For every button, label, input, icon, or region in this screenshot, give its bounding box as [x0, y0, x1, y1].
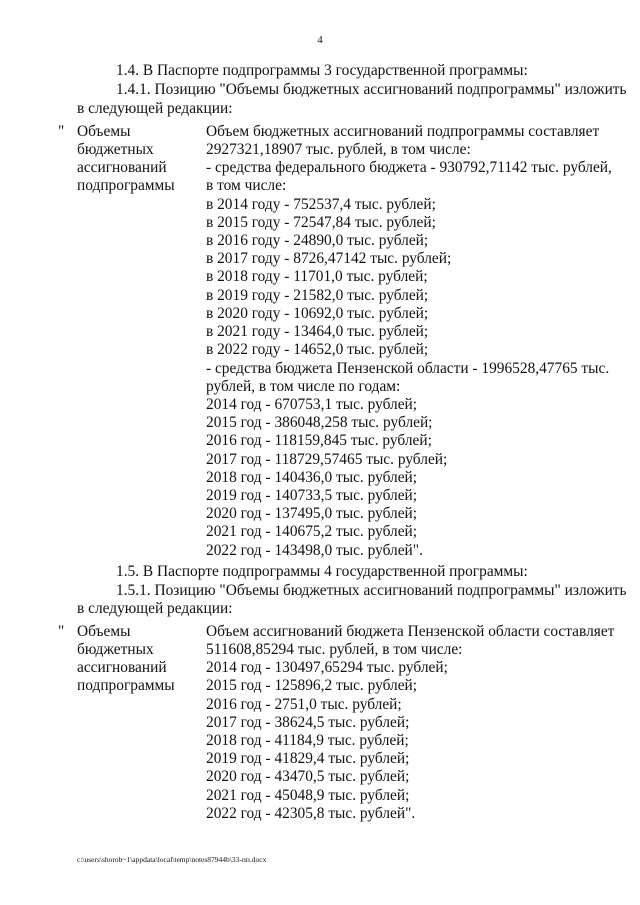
text-line: в 2020 году - 10692,0 тыс. рублей; [206, 305, 429, 322]
text-line: 2014 год - 130497,65294 тыс. рублей; [206, 659, 448, 676]
text-line: 2017 год - 118729,57465 тыс. рублей; [206, 451, 448, 468]
text-line: в 2016 году - 24890,0 тыс. рублей; [206, 232, 429, 249]
label-line: подпрограммы [77, 677, 175, 694]
text-line: 2022 год - 143498,0 тыс. рублей". [206, 542, 423, 559]
page-number: 4 [317, 34, 323, 46]
text-line: в том числе: [206, 177, 287, 194]
text-line: 2016 год - 2751,0 тыс. рублей; [206, 696, 402, 713]
text-line: 2015 год - 125896,2 тыс. рублей; [206, 677, 418, 694]
text-line: 2022 год - 42305,8 тыс. рублей". [206, 805, 416, 822]
label-line: ассигнований [77, 159, 167, 176]
label-line: Объемы [77, 623, 131, 640]
text-line: - средства федерального бюджета - 930792,71142 тыс. рублей, [206, 159, 612, 176]
text-line: в 2015 году - 72547,84 тыс. рублей; [206, 214, 436, 231]
label-line: ассигнований [77, 659, 167, 676]
text-line: 2018 год - 140436,0 тыс. рублей; [206, 469, 418, 486]
subheading-1-4-1: 1.4.1. Позицию "Объемы бюджетных ассигнований подпрограммы" изложить [116, 81, 627, 98]
text-line: в 2022 году - 14652,0 тыс. рублей; [206, 341, 429, 358]
text-line: 2927321,18907 тыс. рублей, в том числе: [206, 141, 471, 158]
text-line: 2017 год - 38624,5 тыс. рублей; [206, 714, 410, 731]
text-line: 2014 год - 670753,1 тыс. рублей; [206, 396, 418, 413]
subheading-1-4-1-cont: в следующей редакции: [77, 100, 233, 117]
text-line: 2018 год - 41184,9 тыс. рублей; [206, 732, 409, 749]
text-line: 2020 год - 137495,0 тыс. рублей; [206, 505, 418, 522]
text-line: 2021 год - 140675,2 тыс. рублей; [206, 523, 418, 540]
open-quote: " [58, 623, 65, 640]
label-line: бюджетных [77, 141, 154, 158]
text-line: 2021 год - 45048,9 тыс. рублей; [206, 787, 410, 804]
text-line: в 2018 году - 11701,0 тыс. рублей; [206, 268, 428, 285]
heading-1-4: 1.4. В Паспорте подпрограммы 3 государственной программы: [116, 62, 528, 79]
text-line: 2016 год - 118159,845 тыс. рублей; [206, 432, 432, 449]
text-line: в 2021 году - 13464,0 тыс. рублей; [206, 323, 429, 340]
heading-1-5: 1.5. В Паспорте подпрограммы 4 государственной программы: [116, 563, 528, 580]
text-line: 511608,85294 тыс. рублей, в том числе: [206, 641, 463, 658]
text-line: в 2019 году - 21582,0 тыс. рублей; [206, 287, 429, 304]
text-line: рублей, в том числе по годам: [206, 378, 401, 395]
open-quote: " [58, 123, 65, 140]
label-line: бюджетных [77, 641, 154, 658]
subheading-1-5-1: 1.5.1. Позицию "Объемы бюджетных ассигнований подпрограммы" изложить [116, 582, 627, 599]
text-line: 2020 год - 43470,5 тыс. рублей; [206, 768, 410, 785]
file-path-footer: c:\users\shorob~1\appdata\local\temp\notes87944b\33-пп.docx [77, 855, 267, 864]
text-line: 2019 год - 41829,4 тыс. рублей; [206, 750, 410, 767]
text-line: - средства бюджета Пензенской области - 1996528,47765 тыс. [206, 360, 610, 377]
text-line: 2019 год - 140733,5 тыс. рублей; [206, 487, 418, 504]
text-line: Объем ассигнований бюджета Пензенской области составляет [206, 623, 615, 640]
text-line: в 2014 году - 752537,4 тыс. рублей; [206, 196, 436, 213]
text-line: в 2017 году - 8726,47142 тыс. рублей; [206, 250, 452, 267]
text-line: Объем бюджетных ассигнований подпрограммы составляет [206, 123, 600, 140]
label-line: подпрограммы [77, 177, 175, 194]
text-line: 2015 год - 386048,258 тыс. рублей; [206, 414, 433, 431]
subheading-1-5-1-cont: в следующей редакции: [77, 600, 233, 617]
label-line: Объемы [77, 123, 131, 140]
